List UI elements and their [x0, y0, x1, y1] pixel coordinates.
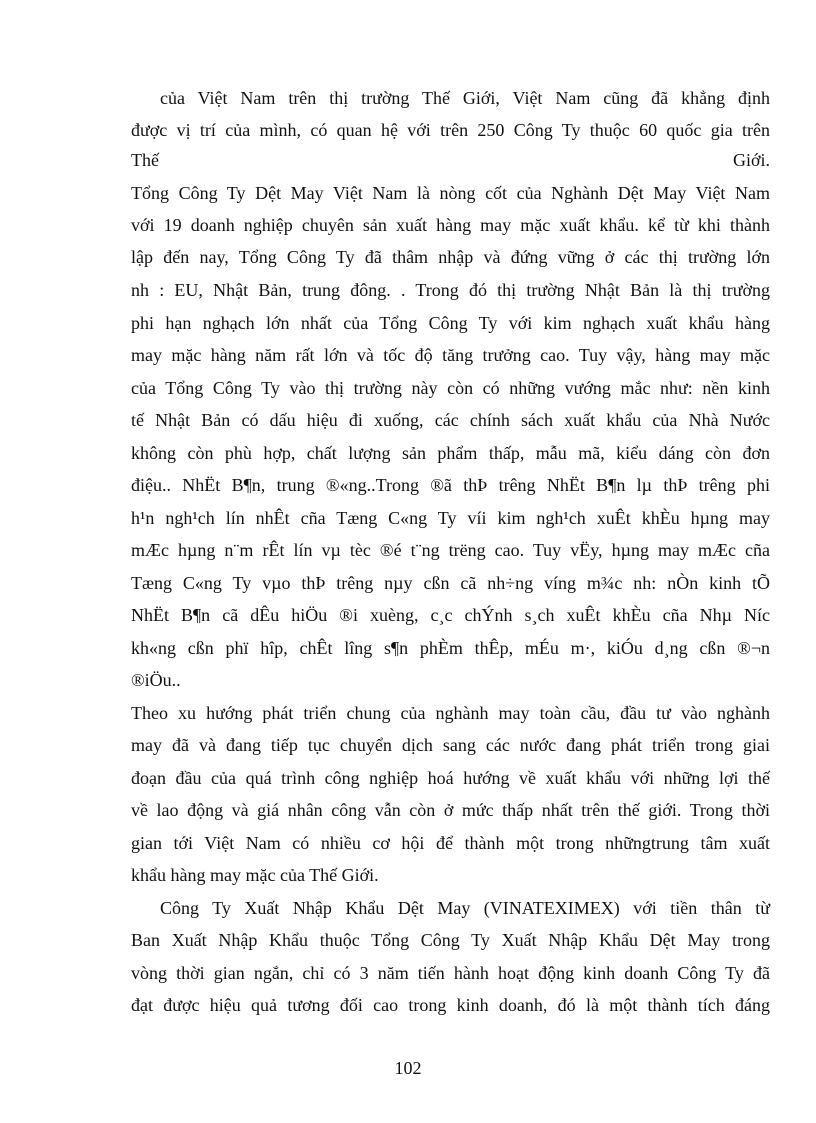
- paragraph-line: mÆc hµng n¨m rÊt lín vµ tèc ®é t¨ng trëng cao. Tuy vËy, hµng may mÆc cña: [131, 540, 770, 560]
- paragraph-line: Tổng Công Ty Dệt May Việt Nam là nòng cốt của Nghành Dệt May Việt Nam: [131, 183, 770, 203]
- paragraph-line: may đã và đang tiếp tục chuyển dịch sang các nước đang phát triển trong giai: [131, 735, 770, 755]
- paragraph-line: với 19 doanh nghiệp chuyên sản xuất hàng may mặc xuất khẩu. kể từ khi thành: [131, 215, 770, 235]
- paragraph-line: lập đến nay, Tổng Công Ty đã thâm nhập và đứng vững ở các thị trường lớn: [131, 247, 770, 267]
- paragraph-line: của Tổng Công Ty vào thị trường này còn có những vướng mắc như: nền kinh: [131, 378, 770, 398]
- paragraph-line: không còn phù hợp, chất lượng sản phẩm thấp, mẫu mã, kiểu dáng còn đơn: [131, 443, 770, 463]
- paragraph-line: đoạn đầu của quá trình công nghiệp hoá hướng về xuất khẩu với những lợi thế: [131, 768, 770, 788]
- paragraph-line: được vị trí của mình, có quan hệ với trên 250 Công Ty thuộc 60 quốc gia trên: [131, 120, 770, 140]
- paragraph-line: đạt được hiệu quả tương đối cao trong kinh doanh, đó là một thành tích đáng: [131, 995, 770, 1015]
- paragraph-line: điệu.. NhËt B¶n, trung ®«ng..Trong ®ã thÞ trêng NhËt B¶n lµ thÞ trêng phi: [131, 475, 770, 495]
- paragraph-line: phi hạn nghạch lớn nhất của Tổng Công Ty với kim nghạch xuất khẩu hàng: [131, 313, 770, 333]
- paragraph-line: Công Ty Xuất Nhập Khẩu Dệt May (VINATEXIMEX) với tiền thân từ: [160, 898, 770, 918]
- paragraph-line: kh«ng cßn phï hîp, chÊt lîng s¶n phÈm thÊp, mÉu m·, kiÓu d¸ng cßn ®¬n: [131, 638, 770, 658]
- paragraph-line: gian tới Việt Nam có nhiều cơ hội để thành một trong nhữngtrung tâm xuất: [131, 833, 770, 853]
- paragraph-line: Thế Giới.: [131, 150, 770, 170]
- paragraph-line: h¹n ngh¹ch lín nhÊt cña Tæng C«ng Ty víi kim ngh¹ch xuÊt khÈu hµng may: [131, 508, 770, 528]
- paragraph-line: NhËt B¶n cã dÊu hiÖu ®i xuèng, c¸c chÝnh s¸ch xuÊt khÈu cña Nhµ Níc: [131, 605, 770, 625]
- paragraph-line: ®iÖu..: [131, 670, 181, 690]
- paragraph-line: Ban Xuất Nhập Khẩu thuộc Tổng Công Ty Xuất Nhập Khẩu Dệt May trong: [131, 930, 770, 950]
- paragraph-line: Theo xu hướng phát triển chung của nghành may toàn cầu, đầu tư vào nghành: [131, 703, 770, 723]
- paragraph-line: tế Nhật Bản có dấu hiệu đi xuống, các chính sách xuất khẩu của Nhà Nước: [131, 410, 770, 430]
- paragraph-line: Tæng C«ng Ty vµo thÞ trêng nµy cßn cã nh÷ng víng m¾c nh: nÒn kinh tÕ: [131, 573, 770, 593]
- paragraph-line: về lao động và giá nhân công vẫn còn ở mức thấp nhất trên thế giới. Trong thời: [131, 800, 770, 820]
- paragraph-line: của Việt Nam trên thị trường Thế Giới, Việt Nam cũng đã khẳng định: [160, 88, 770, 108]
- paragraph-line: nh : EU, Nhật Bản, trung đông. . Trong đó thị trường Nhật Bản là thị trường: [131, 280, 770, 300]
- paragraph-line: may mặc hàng năm rất lớn và tốc độ tăng trưởng cao. Tuy vậy, hàng may mặc: [131, 345, 770, 365]
- paragraph-line: vòng thời gian ngắn, chỉ có 3 năm tiến hành hoạt động kinh doanh Công Ty đã: [131, 963, 770, 983]
- paragraph-line: khẩu hàng may mặc của Thế Giới.: [131, 865, 379, 885]
- page-number: 102: [394, 1058, 422, 1078]
